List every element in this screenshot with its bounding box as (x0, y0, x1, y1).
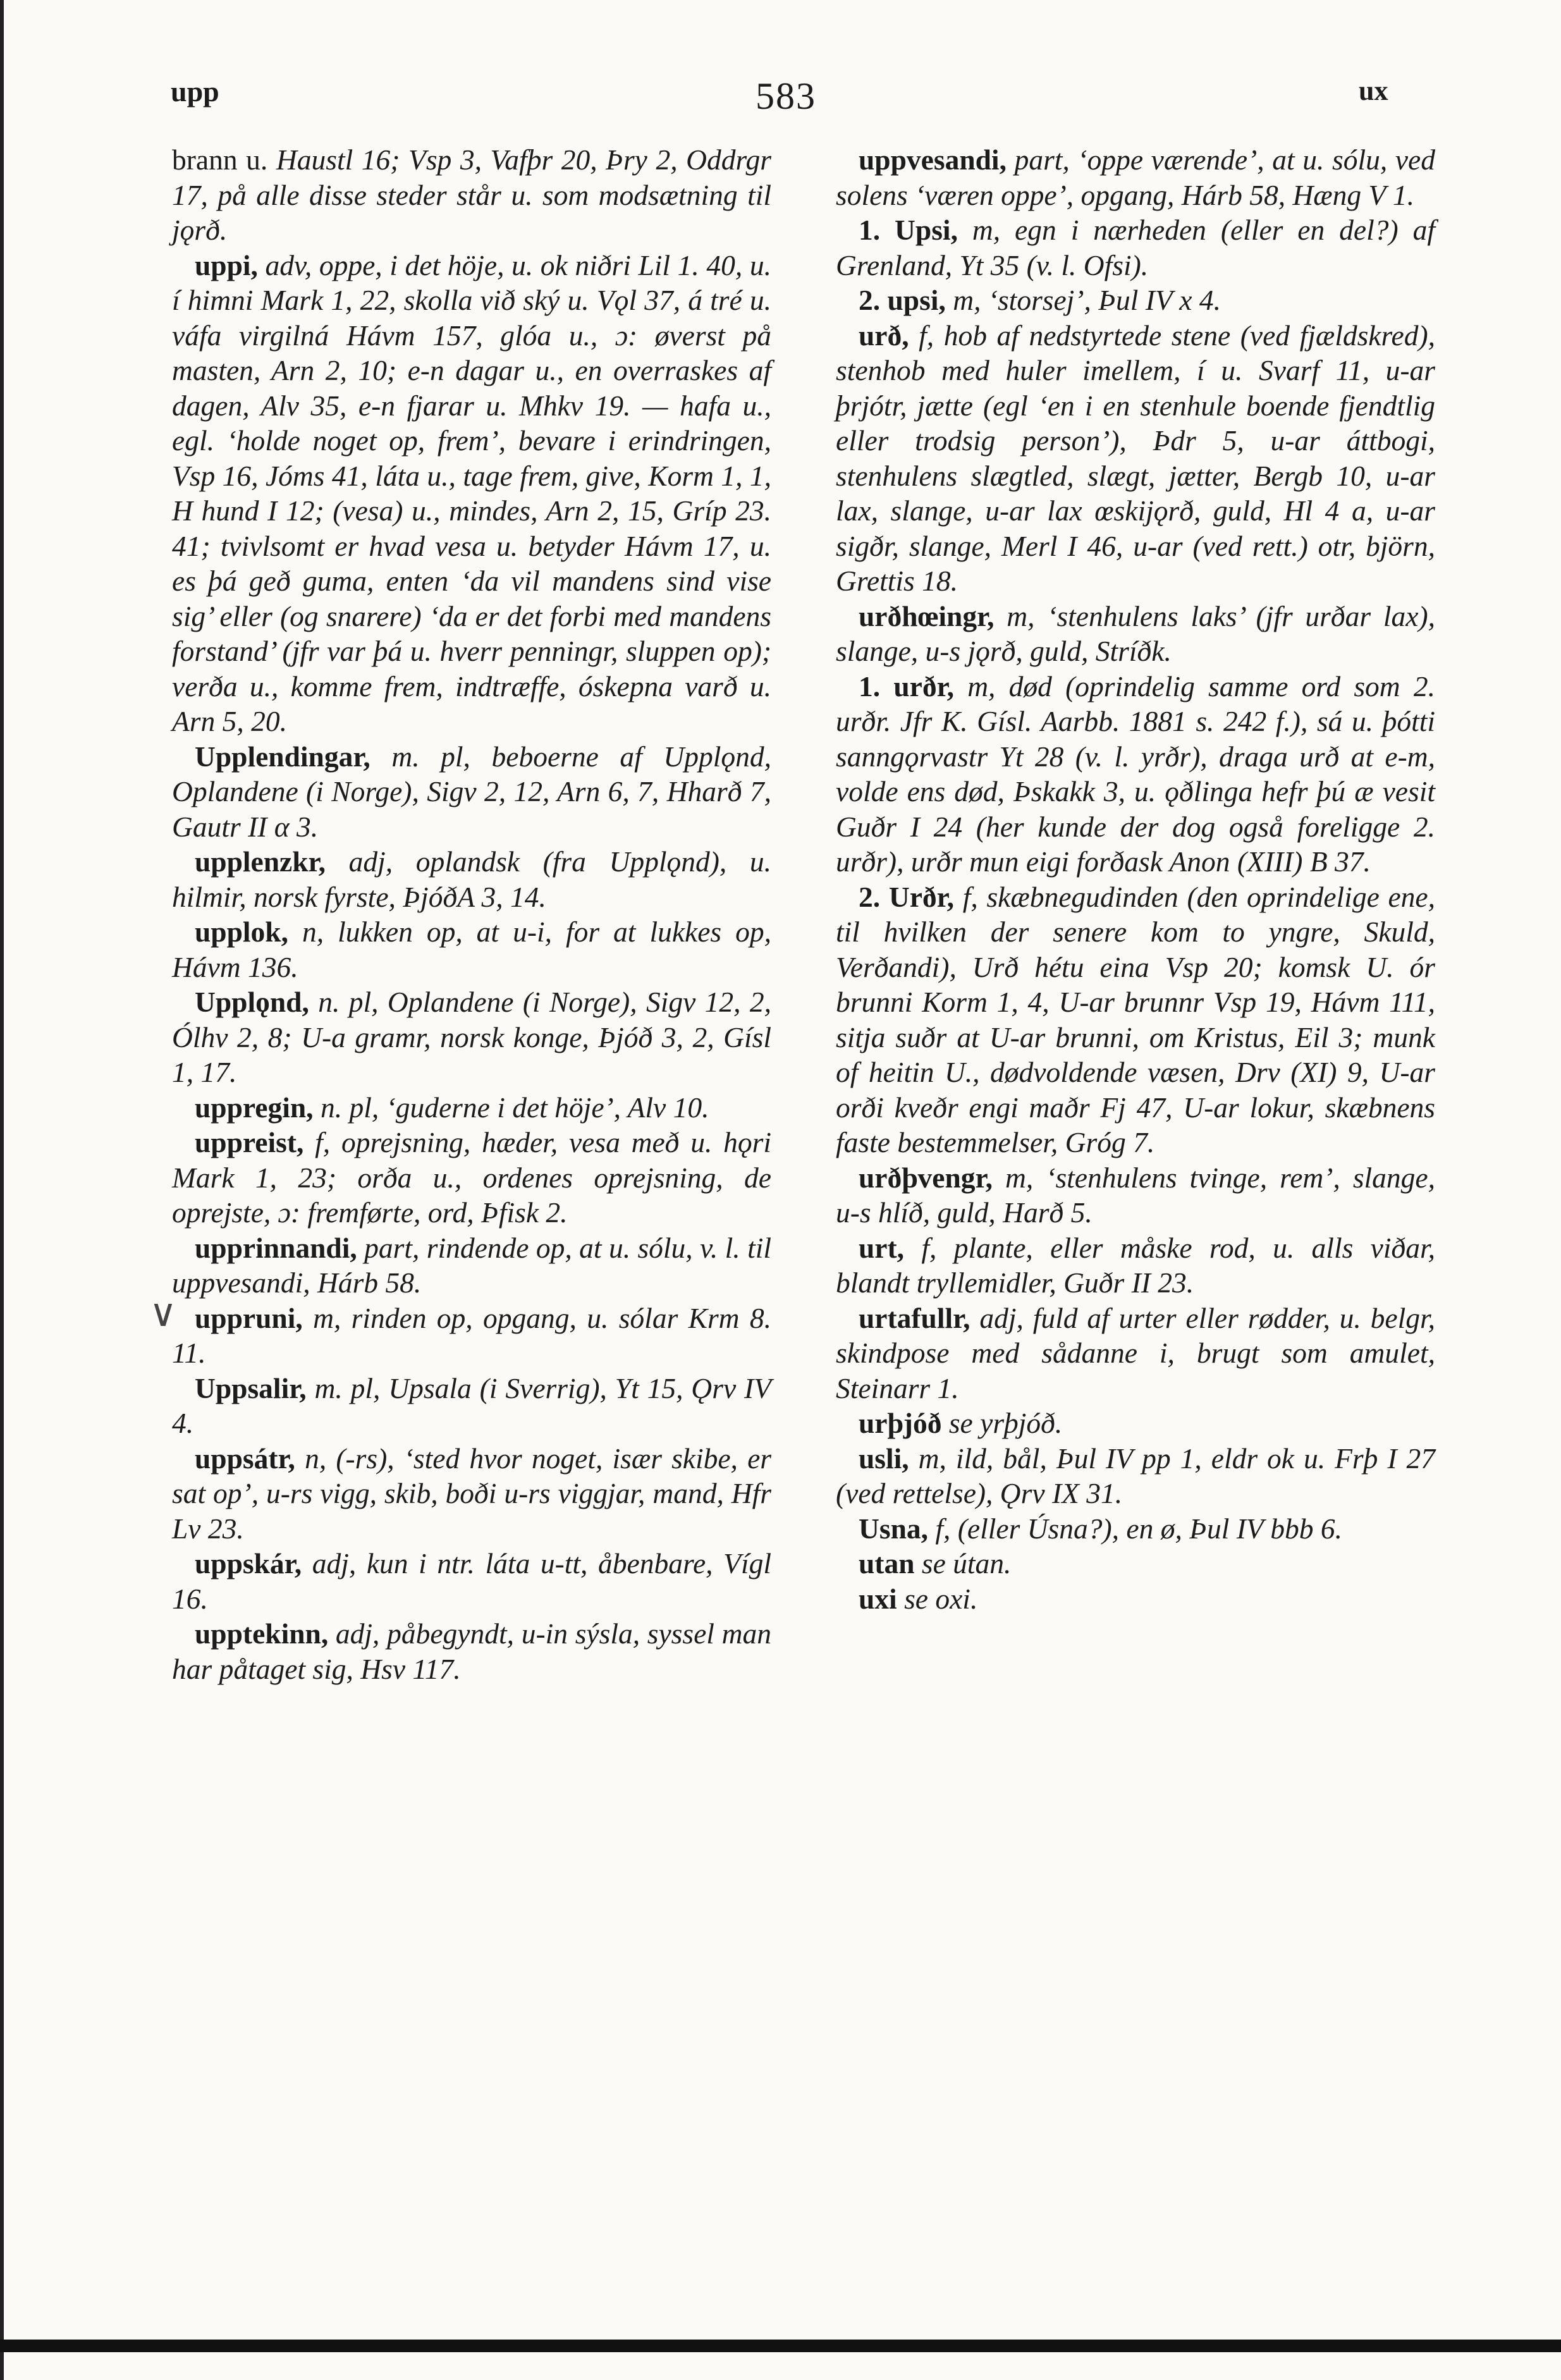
entry-headword: Uppsalir, (195, 1371, 307, 1404)
dictionary-entry (836, 1546, 1435, 1581)
entry-headword: Upplǫnd, (195, 986, 309, 1018)
entry-body: n, (-rs), ‘sted hvor noget, især skibe, er sat op’, u-rs vigg, skib, boði u-rs viggjar, mand, Hfr Lv 23. (172, 1442, 771, 1545)
entry-headword: uxi (859, 1582, 897, 1615)
entry-body: m, ‘storsej’, Þul IV x 4. (945, 284, 1221, 316)
entry-headword: 1. urðr, (859, 670, 954, 702)
running-head-left: upp (171, 75, 219, 107)
entry-headword: Usna, (859, 1512, 928, 1545)
dictionary-entry (836, 1230, 1435, 1301)
dictionary-entry (836, 1581, 1435, 1617)
entry-headword: urð, (859, 319, 909, 352)
entry-headword: utan (859, 1547, 915, 1580)
dictionary-entry (172, 1616, 771, 1686)
entry-headword: uppreist, (195, 1126, 304, 1158)
right-column (836, 142, 1435, 1616)
entry-body: m, egn i nærheden (eller en del?) af Grenland, Yt 35 (v. l. Ofsi). (836, 214, 1435, 281)
dictionary-entry (836, 599, 1435, 669)
entry-body: adv, oppe, i det höje, u. ok niðri Lil 1. 40, u. í himni Mark 1, 22, skolla við ský u. Vǫl 37, á tré u. váfa virgilná Hávm 157, glóa u., ɔ: øverst på masten, Arn 2, 10; e-n dagar u., en overraskes af dagen, Alv 35, e-n fjarar u. Mhkv 19. — hafa u., egl. ‘holde noget op, frem’, bevare i erindringen, Vsp 16, Jóms 41, láta u., tage frem, give, Korm 1, 1, H hund I 12; (vesa) u., mindes, Arn 2, 15, Gríp 23. 41; tvivlsomt er hvad vesa u. betyder Hávm 17, u. es þá geð guma, enten ‘da vil mandens sind vise sig’ eller (og snarere) ‘da er det forbi med mandens forstand’ (jfr var þá u. hverr penningr, sluppen op); verða u., komme frem, indtræffe, óskepna varð u. Arn 5, 20. (172, 248, 771, 737)
entry-body: f, skæbnegudinden (den oprindelige ene, til hvilken der senere kom to yngre, Skuld, Verðandi), Urð hétu eina Vsp 20; komsk U. ór brunni Korm 1, 4, U-ar brunnr Vsp 19, Hávm 111, sitja suðr at U-ar brunni, om Kristus, Eil 3; munk of heitin U., dødvoldende væsen, Drv (XI) 9, U-ar orði kveðr engi maðr Fj 47, U-ar lokur, skæbnens faste bestemmelser, Gróg 7. (836, 880, 1435, 1158)
entry-body: m, rinden op, opgang, u. sólar Krm 8. 11. (172, 1301, 771, 1369)
entry-body: m, død (oprindelig samme ord som 2. urðr. Jfr K. Gísl. Aarbb. 1881 s. 242 f.), sá u. þótti sanngǫrvastr Yt 28 (v. l. yrðr), draga urð at e-m, volde ens død, Þskakk 3, u. ǫðlinga hefr þú æ vesit Guðr I 24 (her kunde der dog også foreligge 2. urðr), urðr mun eigi forðask Anon (XIII) B 37. (836, 670, 1435, 878)
dictionary-entry (172, 248, 771, 739)
entry-body: m. pl, beboerne af Upplǫnd, Oplandene (i Norge), Sigv 2, 12, Arn 6, 7, Hharð 7, Gautr II α 3. (172, 740, 771, 843)
entry-headword: uppsátr, (195, 1442, 295, 1475)
dictionary-entry (172, 1441, 771, 1547)
entry-headword: usli, (859, 1442, 909, 1475)
dictionary-entry (836, 212, 1435, 283)
entry-headword: uppskár, (195, 1547, 302, 1580)
dictionary-entry (836, 1511, 1435, 1547)
entry-headword: uppregin, (195, 1091, 314, 1124)
entry-body: n. pl, Oplandene (i Norge), Sigv 12, 2, Ólhv 2, 8; U-a gramr, norsk konge, Þjóð 3, 2, Gísl 1, 17. (172, 986, 771, 1088)
entry-headword: uppi, (195, 248, 258, 281)
dictionary-entry (836, 1441, 1435, 1511)
dictionary-entry (836, 318, 1435, 599)
entry-body: m. pl, Upsala (i Sverrig), Yt 15, Ǫrv IV 4. (172, 1371, 771, 1439)
entry-lead: brann u. (172, 144, 276, 176)
entry-body: f, (eller Úsna?), en ø, Þul IV bbb 6. (928, 1512, 1343, 1545)
entry-headword: 2. upsi, (859, 284, 946, 316)
entry-body: adj, kun i ntr. láta u-tt, åbenbare, Vígl 16. (172, 1547, 771, 1615)
dictionary-entry (836, 283, 1435, 318)
entry-body: n, lukken op, at u-i, for at lukkes op, Hávm 136. (172, 916, 771, 983)
dictionary-entry (172, 739, 771, 845)
page-number: 583 (756, 75, 816, 117)
entry-body: se oxi. (897, 1582, 978, 1615)
dictionary-entry (172, 142, 771, 248)
dictionary-entry (172, 1371, 771, 1441)
page-edge-shadow (0, 0, 4, 2380)
dictionary-entry (172, 1230, 771, 1301)
entry-headword: urtafullr, (859, 1301, 970, 1334)
dictionary-entry (836, 142, 1435, 212)
entry-body: adj, fuld af urter eller rødder, u. belgr, skindpose med sådanne i, brugt som amulet, Steinarr 1. (836, 1301, 1435, 1404)
entry-headword: Upplendingar, (195, 740, 370, 773)
entry-body: f, plante, eller måske rod, u. alls viðar, blandt tryllemidler, Guðr II 23. (836, 1231, 1435, 1299)
dictionary-entry (836, 1301, 1435, 1406)
entry-body: adj, oplandsk (fra Upplǫnd), u. hilmir, norsk fyrste, ÞjóðA 3, 14. (172, 845, 771, 913)
dictionary-entry (836, 1160, 1435, 1230)
entry-body: f, hob af nedstyrtede stene (ved fjældskred), stenhob med huler imellem, í u. Svarf 11, u-ar þrjótr, jætte (egl ‘en i en stenhule boende fjendtlig eller trodsig person’), Þdr 5, u-ar áttbogi, stenhulens slægtled, slægt, jætter, Bergb 10, u-ar lax, slange, u-ar lax œskijǫrð, guld, Hl 4 a, u-ar sigðr, slange, Merl I 46, u-ar (ved rett.) otr, björn, Grettis 18. (836, 319, 1435, 597)
entry-body: part, rindende op, at u. sólu, v. l. til uppvesandi, Hárb 58. (172, 1231, 771, 1299)
dictionary-entry (836, 1406, 1435, 1441)
entry-body: se útan. (914, 1547, 1012, 1580)
running-head-right: ux (1359, 75, 1388, 106)
dictionary-entry (172, 985, 771, 1090)
entry-headword: upplenzkr, (195, 845, 326, 878)
entry-body: se yrþjóð. (941, 1407, 1063, 1439)
entry-headword: 2. Urðr, (859, 880, 955, 913)
left-column (172, 142, 771, 1686)
dictionary-entry (172, 914, 771, 985)
dictionary-entry (172, 1125, 771, 1230)
entry-body: adj, påbegyndt, u-in sýsla, syssel man har påtaget sig, Hsv 117. (172, 1617, 771, 1685)
entry-headword: uppvesandi, (859, 144, 1007, 176)
dictionary-entry (172, 1546, 771, 1616)
entry-headword: 1. Upsi, (859, 214, 958, 246)
entry-body: Haustl 16; Vsp 3, Vafþr 20, Þry 2, Oddrgr 17, på alle disse steder står u. som modsætning til jǫrð. (172, 144, 771, 246)
entry-headword: urt, (859, 1231, 905, 1264)
entry-headword: upplok, (195, 916, 288, 948)
entry-headword: uppruni, (195, 1301, 303, 1334)
entry-body: n. pl, ‘guderne i det höje’, Alv 10. (313, 1091, 709, 1124)
handwritten-margin-mark: ∨ (149, 1292, 177, 1334)
entry-headword: urðþvengr, (859, 1161, 993, 1194)
entry-body: m, ild, bål, Þul IV pp 1, eldr ok u. Frþ I 27 (ved rettelse), Ǫrv IX 31. (836, 1442, 1435, 1509)
dictionary-entry (172, 1301, 771, 1371)
entry-body: m, ‘stenhulens laks’ (jfr urðar lax), slange, u-s jǫrð, guld, Stríðk. (836, 599, 1435, 667)
dictionary-entry (172, 844, 771, 914)
entry-headword: urþjóð (859, 1407, 942, 1439)
entry-body: part, ‘oppe værende’, at u. sólu, ved solens ‘væren oppe’, opgang, Hárb 58, Hæng V 1. (836, 144, 1435, 211)
dictionary-entry (172, 1090, 771, 1126)
entry-headword: upprinnandi, (195, 1231, 357, 1264)
entry-headword: urðhœingr, (859, 599, 995, 632)
dictionary-entry (836, 669, 1435, 880)
entry-headword: upptekinn, (195, 1617, 329, 1650)
entry-body: f, oprejsning, hæder, vesa með u. hǫri Mark 1, 23; orða u., ordenes oprejsning, de oprejste, ɔ: fremførte, ord, Þfisk 2. (172, 1126, 771, 1229)
dictionary-entry (836, 880, 1435, 1160)
entry-body: m, ‘stenhulens tvinge, rem’, slange, u-s hlíð, guld, Harð 5. (836, 1161, 1435, 1229)
bottom-scan-edge (0, 2340, 1561, 2352)
